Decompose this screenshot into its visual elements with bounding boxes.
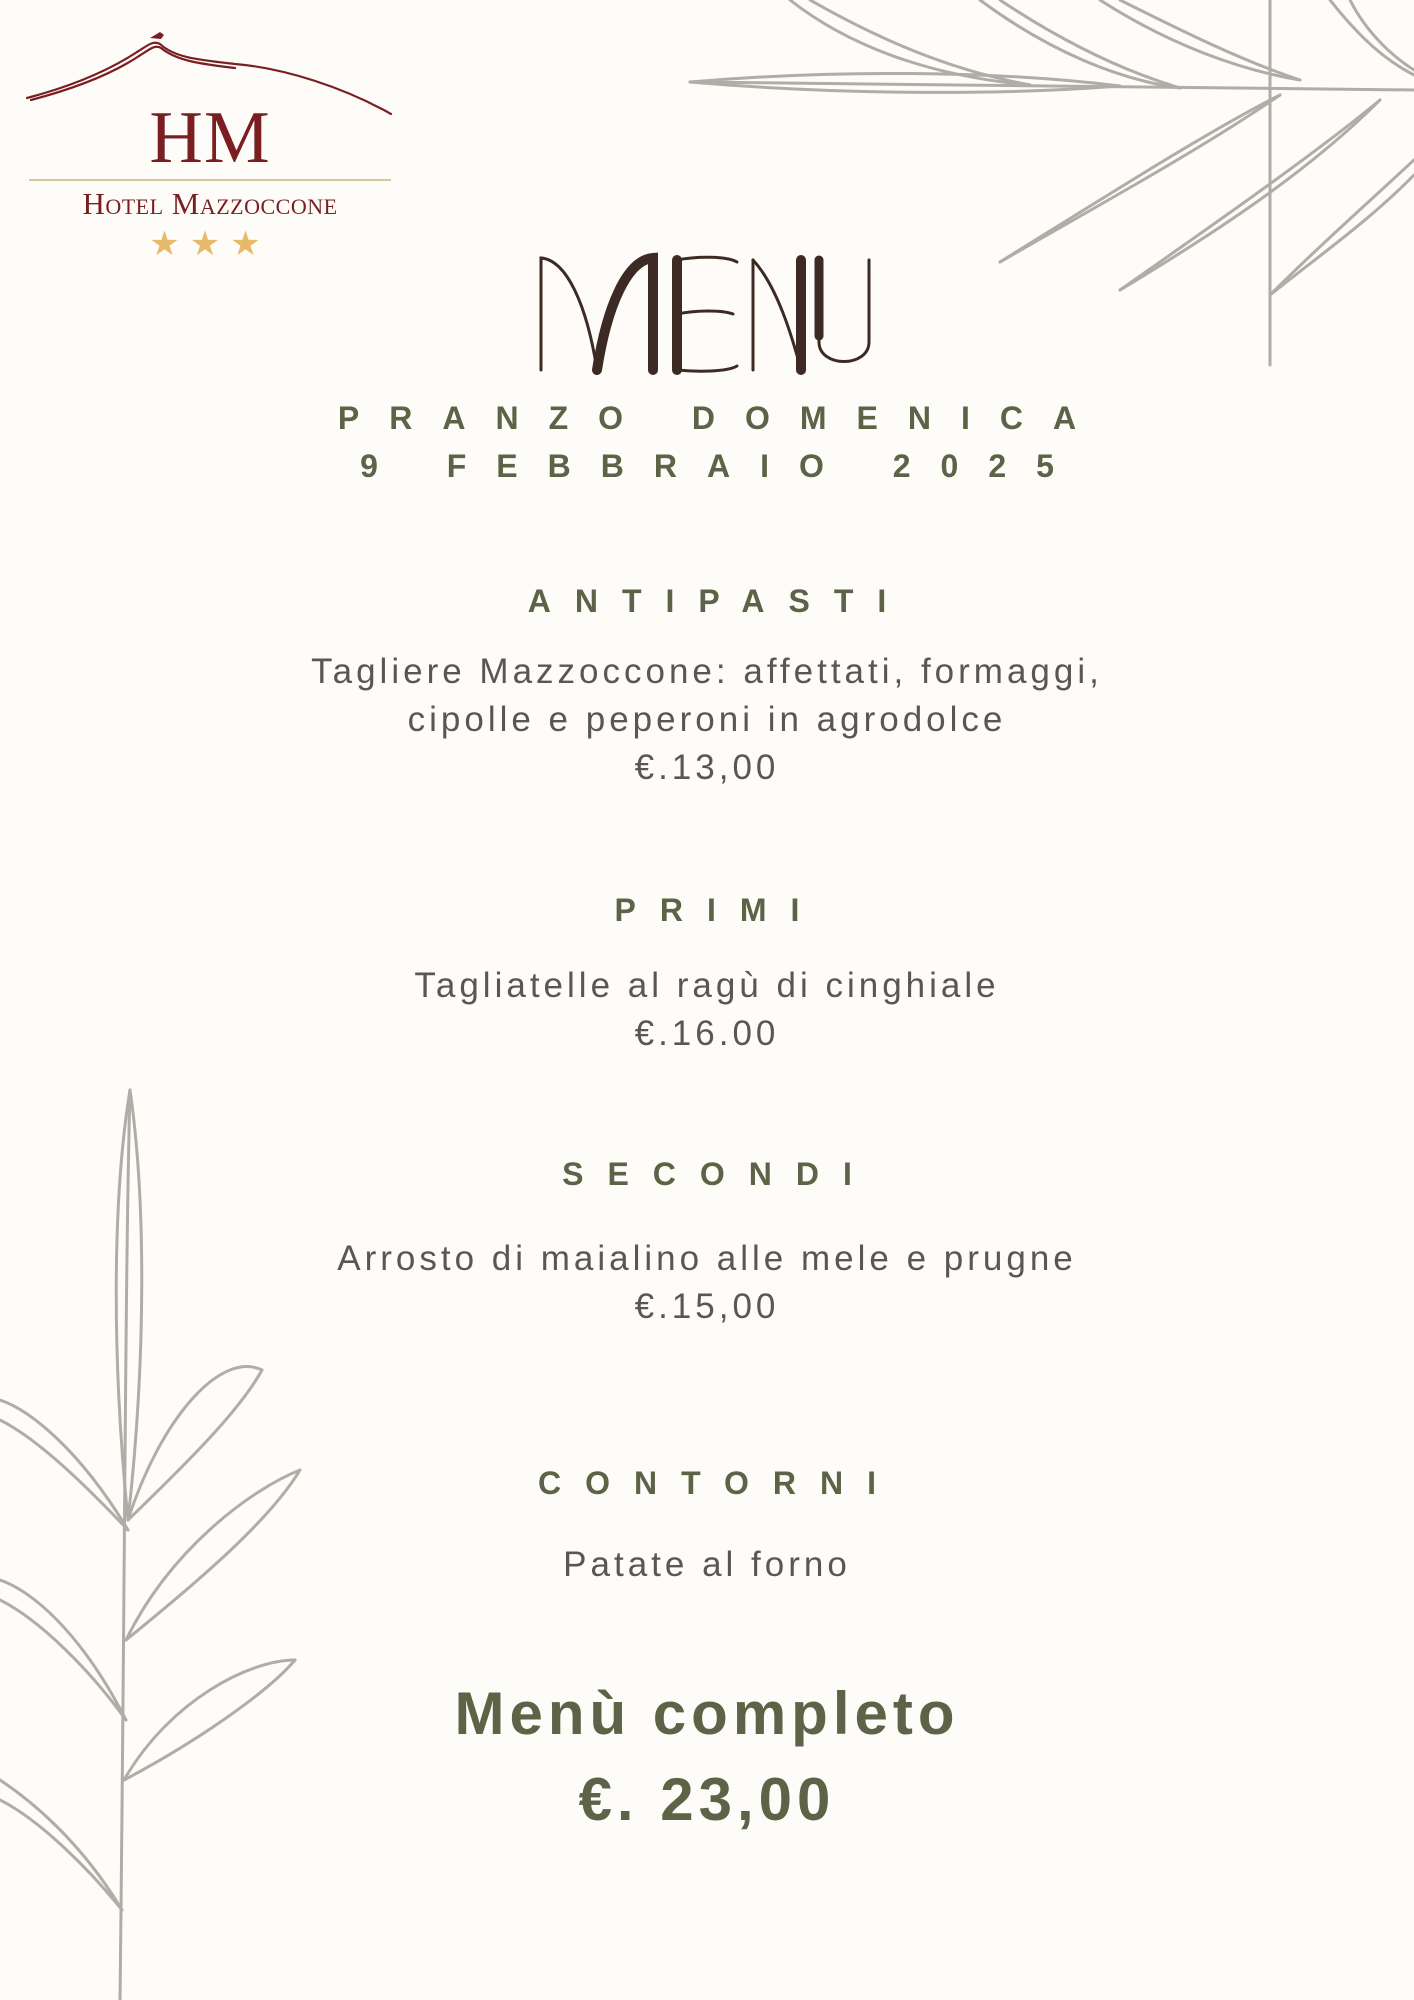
star-rating-icon: ★★★ xyxy=(149,225,271,263)
dish-price: €.16.00 xyxy=(634,1014,780,1053)
menu-title-text: MENU xyxy=(537,246,540,247)
section-heading-contorni: CONTORNI xyxy=(537,1465,901,1501)
section-heading-primi: PRIMI xyxy=(614,892,824,928)
hotel-logo xyxy=(25,18,395,263)
full-menu-price: €. 23,00 xyxy=(578,1766,836,1833)
dish-description: cipolle e peperoni in agrodolce xyxy=(407,700,1007,739)
dish-price: €.13,00 xyxy=(634,748,780,787)
dish-price: €.15,00 xyxy=(634,1287,780,1326)
page-title xyxy=(0,246,1414,386)
menu-item-secondi xyxy=(0,1235,1414,1331)
dish-description: Arrosto di maialino alle mele e prugne xyxy=(337,1239,1077,1278)
full-menu-label: Menù completo xyxy=(454,1680,960,1747)
menu-item-antipasti xyxy=(0,648,1414,792)
menu-title-lettering xyxy=(537,246,877,376)
leaf-branch-decoration-bottom xyxy=(0,1080,320,2000)
dish-description: Tagliere Mazzoccone: affettati, formaggi, xyxy=(311,652,1103,691)
section-heading-antipasti: ANTIPASTI xyxy=(527,583,911,619)
section-heading-secondi: SECONDI xyxy=(562,1156,876,1192)
dish-description: Tagliatelle al ragù di cinghiale xyxy=(414,966,1000,1005)
dish-description: Patate al forno xyxy=(563,1545,851,1584)
logo-monogram: HM xyxy=(149,97,271,179)
hotel-name: Hotel Mazzoccone xyxy=(82,186,338,221)
subtitle-day: PRANZO DOMENICA xyxy=(337,400,1107,436)
logo-divider xyxy=(29,179,391,181)
menu-item-primi xyxy=(0,962,1414,1058)
menu-item-contorni xyxy=(0,1541,1414,1589)
subtitle-date: 9 FEBBRAIO 2025 xyxy=(360,448,1084,484)
